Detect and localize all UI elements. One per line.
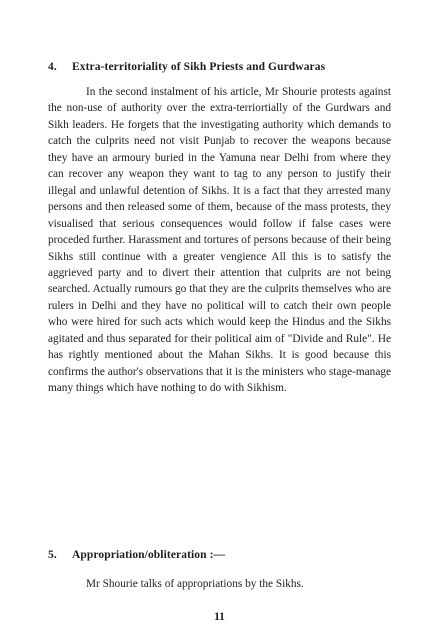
section-5-heading xyxy=(48,549,225,561)
section-5-title: Appropriation/obliteration :— xyxy=(72,549,226,561)
section-4-paragraph: In the second instalment of his article, Mr Shourie protests against the non-use of authority over the extra-terriortially of the Gurdwars and Sikh leaders. He forgets that the investigating authority which demands to catch the culprits need not visit Punjab to recover the weapons because they have an armoury buried in the Yamuna near Delhi from where they can recover any weapon they want to tag to any person to justify their illegal and unlawful detention of Sikhs. It is a fact that they arrested many persons and then released some of them, because of the mass protests, they visualised that serious consequences would follow if false cases were proceded further. Harassment and tortures of persons because of their being Sikhs still continue with a greater vengience All this is to satisfy the aggrieved party and to divert their attention that culprits are not being searched. Actually rumours go that they are the culprits themselves who are rulers in Delhi and they have no political will to catch their own people who were hired for such acts which would keep the Hindus and the Sikhs agitated and thus separated for their political aim of "Divide and Rule". He has rightly mentioned about the Mahan Sikhs. It is good because this confirms the author's observations that it is the ministers who stage-manage many things which have nothing to do with Sikhism. xyxy=(48,86,391,395)
section-4-title: Extra-territoriality of Sikh Priests and Gurdwaras xyxy=(72,61,326,73)
page-number: 11 xyxy=(214,611,225,623)
section-5-paragraph: Mr Shourie talks of appropriations by the Sikhs. xyxy=(86,578,304,590)
section-5-number: 5. xyxy=(48,549,57,561)
section-4-heading xyxy=(48,61,325,73)
section-4-number: 4. xyxy=(48,61,57,73)
